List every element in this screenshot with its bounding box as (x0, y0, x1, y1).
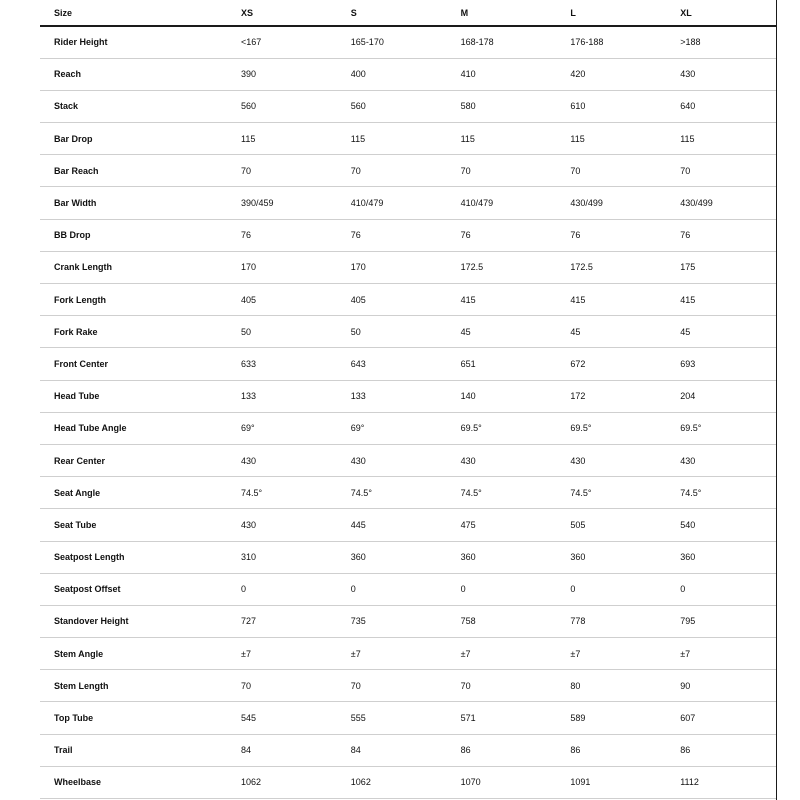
table-cell: 430/499 (556, 187, 666, 219)
header-cell-m: M (447, 0, 557, 26)
table-body (40, 26, 776, 799)
table-cell: 410/479 (447, 187, 557, 219)
table-row (40, 380, 776, 412)
row-label: Fork Rake (40, 316, 227, 348)
table-row (40, 444, 776, 476)
table-cell: 170 (227, 251, 337, 283)
table-cell: 69.5° (666, 412, 776, 444)
table-cell: 0 (556, 573, 666, 605)
row-label: Seatpost Offset (40, 573, 227, 605)
table-cell: 80 (556, 670, 666, 702)
table-cell: 571 (447, 702, 557, 734)
table-cell: 390/459 (227, 187, 337, 219)
table-cell: 70 (337, 670, 447, 702)
table-cell: 0 (227, 573, 337, 605)
table-cell: 430 (556, 444, 666, 476)
table-cell: 0 (666, 573, 776, 605)
table-row (40, 348, 776, 380)
table-cell: 76 (556, 219, 666, 251)
table-cell: 133 (227, 380, 337, 412)
row-label: Reach (40, 58, 227, 90)
table-cell: 415 (666, 284, 776, 316)
table-cell: 727 (227, 605, 337, 637)
row-label: Bar Drop (40, 123, 227, 155)
table-cell: 86 (447, 734, 557, 766)
table-cell: 310 (227, 541, 337, 573)
table-cell: 589 (556, 702, 666, 734)
table-cell: 74.5° (337, 477, 447, 509)
header-row (40, 0, 776, 26)
table-cell: 430 (227, 444, 337, 476)
table-cell: 0 (447, 573, 557, 605)
row-label: Rider Height (40, 26, 227, 58)
table-cell: 420 (556, 58, 666, 90)
table-row (40, 123, 776, 155)
table-cell: 50 (227, 316, 337, 348)
table-cell: 430 (337, 444, 447, 476)
table-cell: <167 (227, 26, 337, 58)
row-label: Head Tube Angle (40, 412, 227, 444)
row-label: Stem Length (40, 670, 227, 702)
table-cell: 90 (666, 670, 776, 702)
geometry-table (40, 0, 776, 799)
header-cell-size: Size (40, 0, 227, 26)
table-cell: 70 (666, 155, 776, 187)
table-cell: 140 (447, 380, 557, 412)
table-cell: 360 (666, 541, 776, 573)
table-row (40, 155, 776, 187)
table-cell: 778 (556, 605, 666, 637)
table-cell: 1091 (556, 766, 666, 798)
row-label: BB Drop (40, 219, 227, 251)
table-cell: 580 (447, 90, 557, 122)
table-cell: 86 (556, 734, 666, 766)
table-header (40, 0, 776, 26)
table-cell: 560 (227, 90, 337, 122)
table-cell: 133 (337, 380, 447, 412)
table-cell: 430 (447, 444, 557, 476)
table-cell: 172.5 (447, 251, 557, 283)
table-row (40, 477, 776, 509)
table-cell: 0 (337, 573, 447, 605)
table-row (40, 766, 776, 798)
table-row (40, 670, 776, 702)
table-cell: 430/499 (666, 187, 776, 219)
row-label: Standover Height (40, 605, 227, 637)
table-cell: 545 (227, 702, 337, 734)
table-cell: 70 (337, 155, 447, 187)
table-cell: 390 (227, 58, 337, 90)
table-row (40, 219, 776, 251)
table-cell: 74.5° (227, 477, 337, 509)
row-label: Rear Center (40, 444, 227, 476)
table-row (40, 509, 776, 541)
table-cell: 405 (337, 284, 447, 316)
table-cell: 400 (337, 58, 447, 90)
table-cell: 69.5° (556, 412, 666, 444)
table-cell: 505 (556, 509, 666, 541)
table-cell: 410 (447, 58, 557, 90)
table-row (40, 58, 776, 90)
table-row (40, 541, 776, 573)
table-row (40, 734, 776, 766)
table-row (40, 412, 776, 444)
table-cell: ±7 (337, 638, 447, 670)
table-cell: 115 (447, 123, 557, 155)
table-cell: 415 (447, 284, 557, 316)
table-row (40, 90, 776, 122)
table-cell: 70 (447, 670, 557, 702)
table-row (40, 316, 776, 348)
table-cell: 204 (666, 380, 776, 412)
table-right-border (776, 0, 777, 800)
header-cell-s: S (337, 0, 447, 26)
table-cell: 430 (227, 509, 337, 541)
table-cell: 45 (447, 316, 557, 348)
row-label: Bar Width (40, 187, 227, 219)
table-cell: 651 (447, 348, 557, 380)
table-cell: 640 (666, 90, 776, 122)
table-cell: 560 (337, 90, 447, 122)
row-label: Bar Reach (40, 155, 227, 187)
table-cell: 70 (227, 155, 337, 187)
table-cell: 86 (666, 734, 776, 766)
table-cell: 45 (556, 316, 666, 348)
table-cell: 74.5° (556, 477, 666, 509)
table-cell: 50 (337, 316, 447, 348)
table-cell: 115 (337, 123, 447, 155)
row-label: Front Center (40, 348, 227, 380)
table-cell: 643 (337, 348, 447, 380)
table-cell: 76 (337, 219, 447, 251)
table-cell: 165-170 (337, 26, 447, 58)
table-cell: ±7 (556, 638, 666, 670)
table-cell: 445 (337, 509, 447, 541)
table-cell: 1070 (447, 766, 557, 798)
table-cell: 84 (337, 734, 447, 766)
table-cell: 795 (666, 605, 776, 637)
header-cell-l: L (556, 0, 666, 26)
table-cell: 76 (447, 219, 557, 251)
table-cell: 70 (227, 670, 337, 702)
table-cell: 735 (337, 605, 447, 637)
table-cell: 115 (556, 123, 666, 155)
table-cell: 610 (556, 90, 666, 122)
table-cell: 607 (666, 702, 776, 734)
table-cell: 172 (556, 380, 666, 412)
table-row (40, 605, 776, 637)
row-label: Head Tube (40, 380, 227, 412)
table-cell: 430 (666, 58, 776, 90)
row-label: Trail (40, 734, 227, 766)
row-label: Seat Angle (40, 477, 227, 509)
table-cell: 74.5° (447, 477, 557, 509)
row-label: Stack (40, 90, 227, 122)
table-cell: 115 (227, 123, 337, 155)
table-cell: 172.5 (556, 251, 666, 283)
table-cell: 633 (227, 348, 337, 380)
table-row (40, 284, 776, 316)
table-cell: 672 (556, 348, 666, 380)
table-cell: 360 (447, 541, 557, 573)
table-cell: ±7 (666, 638, 776, 670)
table-row (40, 251, 776, 283)
table-cell: 168-178 (447, 26, 557, 58)
table-row (40, 187, 776, 219)
table-cell: 475 (447, 509, 557, 541)
table-cell: 693 (666, 348, 776, 380)
table-cell: ±7 (227, 638, 337, 670)
row-label: Wheelbase (40, 766, 227, 798)
table-cell: 76 (666, 219, 776, 251)
table-cell: 176-188 (556, 26, 666, 58)
table-cell: 69° (227, 412, 337, 444)
table-cell: 405 (227, 284, 337, 316)
table-cell: >188 (666, 26, 776, 58)
table-cell: 430 (666, 444, 776, 476)
table-cell: 758 (447, 605, 557, 637)
table-row (40, 573, 776, 605)
table-cell: 69.5° (447, 412, 557, 444)
table-cell: 1062 (227, 766, 337, 798)
table-row (40, 638, 776, 670)
header-cell-xs: XS (227, 0, 337, 26)
row-label: Stem Angle (40, 638, 227, 670)
row-label: Top Tube (40, 702, 227, 734)
table-cell: 74.5° (666, 477, 776, 509)
table-cell: 115 (666, 123, 776, 155)
table-cell: 76 (227, 219, 337, 251)
table-cell: 170 (337, 251, 447, 283)
table-cell: 555 (337, 702, 447, 734)
row-label: Fork Length (40, 284, 227, 316)
table-cell: 70 (447, 155, 557, 187)
table-cell: 540 (666, 509, 776, 541)
table-cell: 175 (666, 251, 776, 283)
table-cell: 84 (227, 734, 337, 766)
row-label: Seatpost Length (40, 541, 227, 573)
table-cell: 1112 (666, 766, 776, 798)
table-cell: 360 (337, 541, 447, 573)
table-cell: 70 (556, 155, 666, 187)
row-label: Seat Tube (40, 509, 227, 541)
table-cell: 360 (556, 541, 666, 573)
table-cell: 410/479 (337, 187, 447, 219)
header-cell-xl: XL (666, 0, 776, 26)
table-cell: ±7 (447, 638, 557, 670)
row-label: Crank Length (40, 251, 227, 283)
table-cell: 45 (666, 316, 776, 348)
table-cell: 69° (337, 412, 447, 444)
table-cell: 415 (556, 284, 666, 316)
table-row (40, 26, 776, 58)
table-cell: 1062 (337, 766, 447, 798)
table-row (40, 702, 776, 734)
